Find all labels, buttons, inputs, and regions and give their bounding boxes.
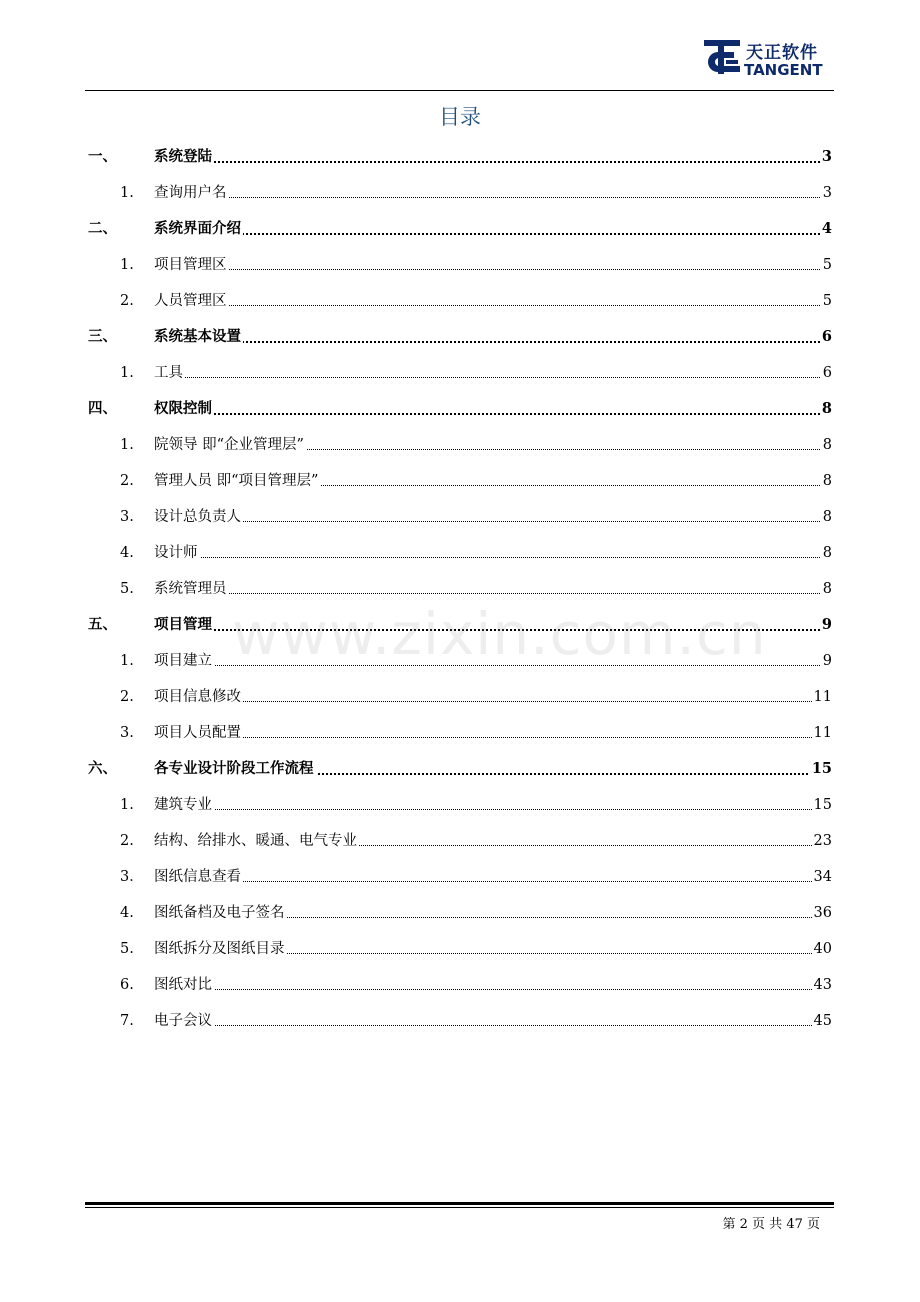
toc-entry[interactable] (0, 722, 920, 744)
toc-entry-title: 结构、给排水、暖通、电气专业 (154, 830, 359, 852)
footer-divider-thin (85, 1207, 834, 1208)
toc-entry-title: 电子会议 (154, 1010, 214, 1032)
toc-entry-page: 8 (821, 434, 832, 456)
toc-entry-page: 23 (812, 830, 832, 852)
toc-entry-title: 系统界面介绍 (154, 218, 243, 240)
toc-entry-page: 5 (821, 254, 832, 276)
toc-entry-page: 34 (812, 866, 832, 888)
toc-entry[interactable] (0, 434, 920, 456)
toc-dot-leader (154, 1025, 832, 1026)
watermark: www.zixin.com.cn (232, 600, 767, 668)
toc-entry-title: 人员管理区 (154, 290, 229, 312)
toc-entry[interactable] (0, 1010, 920, 1032)
toc-entry-title: 查询用户名 (154, 182, 229, 204)
toc-entry-page: 8 (821, 470, 832, 492)
toc-entry-title: 权限控制 (154, 398, 214, 420)
toc-entry-title: 工具 (154, 362, 185, 384)
toc-dot-leader (154, 197, 832, 198)
toc-entry-page: 8 (821, 578, 832, 600)
toc-entry-number: 3. (120, 509, 134, 525)
toc-entry-title: 管理人员 即“项目管理层” (154, 470, 320, 492)
toc-entry-number: 2. (120, 689, 134, 705)
toc-entry[interactable] (0, 794, 920, 816)
toc-entry-number: 6. (120, 977, 134, 993)
toc-entry-number: 二、 (88, 221, 117, 237)
toc-entry[interactable] (0, 830, 920, 852)
toc-entry[interactable] (0, 506, 920, 528)
toc-entry-title: 设计总负责人 (154, 506, 243, 528)
toc-entry[interactable] (0, 866, 920, 888)
toc-entry-number: 1. (120, 653, 134, 669)
toc-entry-page: 8 (820, 398, 832, 420)
toc-entry-page: 43 (812, 974, 832, 996)
toc-entry-title: 图纸备档及电子签名 (154, 902, 287, 924)
toc-entry-number: 1. (120, 257, 134, 273)
toc-entry[interactable] (0, 542, 920, 564)
toc-dot-leader (154, 881, 832, 882)
toc-dot-leader (154, 557, 832, 558)
toc-entry-title: 项目人员配置 (154, 722, 243, 744)
toc-entry-page: 8 (821, 506, 832, 528)
toc-dot-leader (154, 161, 832, 163)
toc-entry-number: 1. (120, 437, 134, 453)
toc-entry-page: 6 (820, 326, 832, 348)
logo-english-name: TANGENT (744, 61, 823, 79)
toc-entry-page: 45 (812, 1010, 832, 1032)
toc-dot-leader (154, 701, 832, 702)
toc-entry[interactable] (0, 974, 920, 996)
toc-entry[interactable] (0, 938, 920, 960)
toc-dot-leader (154, 413, 832, 415)
toc-entry-title: 设计师 (154, 542, 200, 564)
toc-entry-number: 2. (120, 293, 134, 309)
toc-dot-leader (154, 809, 832, 810)
toc-entry[interactable] (0, 290, 920, 312)
toc-entry-title: 系统基本设置 (154, 326, 243, 348)
toc-entry-number: 1. (120, 797, 134, 813)
toc-entry-title: 系统登陆 (154, 146, 214, 168)
toc-dot-leader (154, 377, 832, 378)
toc-entry-number: 四、 (88, 401, 117, 417)
toc-entry-number: 5. (120, 941, 134, 957)
toc-entry-number: 4. (120, 905, 134, 921)
toc-entry-number: 3． (120, 869, 144, 885)
toc-dot-leader (154, 989, 832, 990)
toc-entry[interactable] (0, 362, 920, 384)
toc-entry-page: 9 (820, 614, 832, 636)
toc-entry-title: 图纸信息查看 (154, 866, 243, 888)
toc-dot-leader (154, 269, 832, 270)
toc-entry-number: 三、 (88, 329, 117, 345)
toc-entry-title: 项目管理区 (154, 254, 229, 276)
toc-entry-title: 项目建立 (154, 650, 214, 672)
toc-entry[interactable] (0, 470, 920, 492)
toc-dot-leader (154, 341, 832, 343)
toc-entry[interactable] (0, 578, 920, 600)
toc-entry-number: 1. (120, 185, 134, 201)
toc-entry-title: 图纸对比 (154, 974, 214, 996)
toc-entry-page: 3 (821, 182, 832, 204)
toc-entry-page: 9 (821, 650, 832, 672)
toc-entry-title: 图纸拆分及图纸目录 (154, 938, 287, 960)
toc-entry-number: 1. (120, 365, 134, 381)
toc-entry-page: 11 (812, 722, 832, 744)
footer-divider-thick (85, 1202, 834, 1205)
toc-dot-leader (154, 521, 832, 522)
header-divider (85, 90, 834, 91)
toc-entry-title: 建筑专业 (154, 794, 214, 816)
toc-title: 目录 (439, 105, 481, 129)
toc-entry[interactable] (0, 254, 920, 276)
toc-entry-page: 40 (812, 938, 832, 960)
toc-entry-page: 6 (821, 362, 832, 384)
toc-entry[interactable] (0, 686, 920, 708)
toc-entry-page: 3 (820, 146, 832, 168)
toc-entry-number: 3. (120, 725, 134, 741)
toc-dot-leader (154, 737, 832, 738)
toc-entry-number: 五、 (88, 617, 117, 633)
toc-entry-title: 项目管理 (154, 614, 214, 636)
logo-chinese-name: 天正软件 (746, 43, 818, 63)
toc-entry-title: 院领导 即“企业管理层” (154, 434, 306, 456)
tangent-logo (704, 38, 836, 82)
toc-entry-number: 7. (120, 1013, 134, 1029)
toc-entry-number: 六、 (88, 761, 117, 777)
toc-entry-page: 4 (820, 218, 832, 240)
toc-entry[interactable] (0, 182, 920, 204)
toc-entry-page: 11 (812, 686, 832, 708)
toc-entry[interactable] (0, 218, 920, 240)
toc-dot-leader (154, 305, 832, 306)
toc-entry[interactable] (0, 398, 920, 420)
toc-entry-title: 系统管理员 (154, 578, 229, 600)
toc-entry[interactable] (0, 758, 920, 780)
toc-entry[interactable] (0, 146, 920, 168)
toc-entry-page: 15 (810, 758, 832, 780)
toc-entry-page: 36 (812, 902, 832, 924)
toc-entry-title: 项目信息修改 (154, 686, 243, 708)
page-number: 第 2 页 共 47 页 (722, 1217, 820, 1232)
toc-entry[interactable] (0, 902, 920, 924)
toc-dot-leader (154, 593, 832, 594)
toc-entry-number: 5. (120, 581, 134, 597)
toc-entry-number: 一、 (88, 149, 117, 165)
toc-entry-number: 2. (120, 473, 134, 489)
toc-entry-page: 5 (821, 290, 832, 312)
toc-entry-number: 2. (120, 833, 134, 849)
toc-entry[interactable] (0, 326, 920, 348)
toc-entry-page: 15 (812, 794, 832, 816)
toc-entry-title: 各专业设计阶段工作流程 (154, 758, 316, 780)
toc-entry-page: 8 (821, 542, 832, 564)
tangent-logo-icon (704, 38, 742, 78)
toc-dot-leader (154, 233, 832, 235)
toc-entry-number: 4. (120, 545, 134, 561)
